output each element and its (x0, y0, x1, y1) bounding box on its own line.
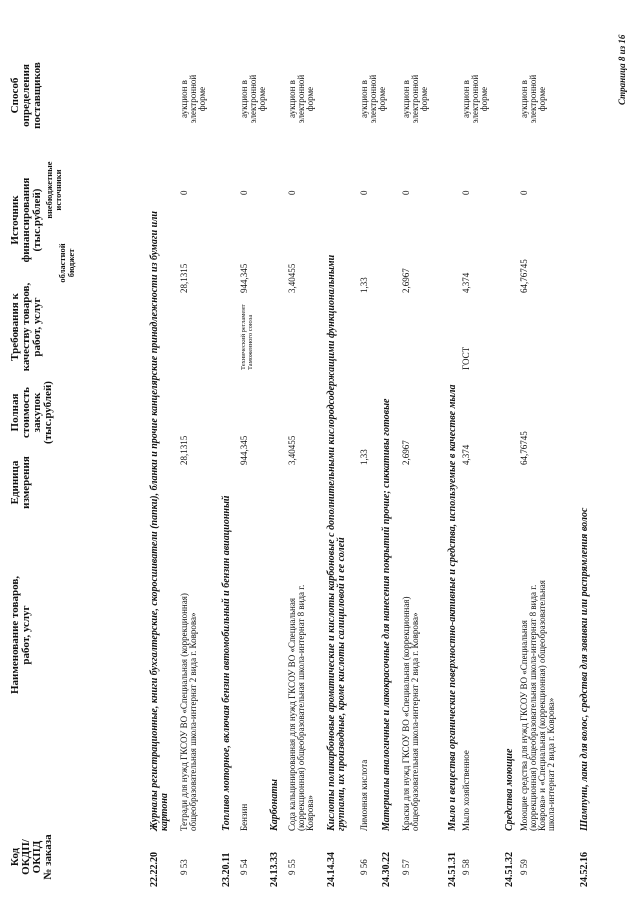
text-line: форме (419, 86, 429, 112)
text-line: аукцион в (401, 80, 411, 118)
text-line: измерения (20, 456, 32, 509)
text-line: № заказа (42, 834, 54, 880)
text-line: финансирования (20, 177, 32, 263)
item-cost: 944,345 (239, 435, 249, 465)
text-line: группами, их производные, кроме кислоты салициловой и ее солей (336, 537, 347, 831)
text-line: форме (197, 86, 207, 112)
text-line: поставщиков (31, 62, 43, 129)
text-line: аукцион в (359, 80, 369, 118)
text-line: Способ (9, 77, 21, 114)
item-method (288, 68, 315, 130)
text-line: Средства моющие (504, 748, 515, 831)
item-quality (240, 280, 254, 370)
group-title (580, 151, 590, 831)
item-regional: 944,345 (239, 263, 249, 293)
text-line: Сода кальцинированная для нужд ГКСОУ ВО «Специальная (287, 597, 297, 831)
item-number: 9 56 (359, 859, 369, 875)
item-name (520, 531, 556, 831)
item-regional: 28,1315 (179, 263, 189, 293)
item-method (240, 68, 267, 130)
text-line: Код (9, 847, 21, 867)
header-method (10, 58, 122, 133)
text-line: Лимонная кислота (359, 759, 369, 831)
item-regional: 4,374 (461, 272, 471, 293)
group-code: 24.30.22 (381, 852, 392, 887)
group-title (222, 151, 232, 831)
group-code: 24.52.16 (579, 852, 590, 887)
text-line: (коррекционная) общеобразовательная школа-интернат 8 вида г. (296, 584, 306, 831)
item-method (520, 68, 547, 130)
text-line: Краски для нужд ГКСОУ ВО «Специальная (коррекционная) (401, 596, 411, 831)
group-title (505, 151, 515, 831)
item-method (462, 68, 489, 130)
item-cost: 28,1315 (179, 435, 189, 465)
item-number: 9 54 (239, 859, 249, 875)
text-line: Бензин (239, 803, 249, 831)
item-offbudget: 0 (287, 190, 297, 195)
text-line: картона (159, 793, 170, 831)
text-line: форме (257, 86, 267, 112)
text-line: Коврова» (305, 795, 315, 831)
text-line: аукцион в (179, 80, 189, 118)
text-line: электронной (470, 74, 480, 124)
group-code: 24.13.33 (269, 852, 280, 887)
text-line: аукцион в (519, 80, 529, 118)
text-line: Полная (9, 393, 21, 432)
page-footer: Страница 8 из 16 (617, 34, 627, 105)
text-line: Журналы регистрационные, книги бухгалтерские, скоросшиватели (папки), бланки и прочие канцелярские принадлежности из бумаги или (149, 211, 160, 831)
item-name (462, 531, 471, 831)
item-cost: 2,6967 (401, 440, 411, 465)
text-line: ОКПД (31, 840, 43, 874)
text-line: аукцион в (287, 80, 297, 118)
group-title (270, 151, 280, 831)
text-line: работ, услуг (31, 297, 43, 357)
text-line: (коррекционная) общеобразовательная школа-интернат 8 вида г. (528, 584, 538, 831)
item-offbudget: 0 (359, 190, 369, 195)
text-line: качеству товаров, (20, 282, 32, 372)
text-line: Требования к (9, 293, 21, 361)
text-line: внебюджетные (44, 161, 54, 219)
text-line: Таможенного союза (247, 314, 254, 370)
group-code: 22.22.20 (149, 852, 160, 887)
item-cost: 1,33 (359, 449, 369, 465)
text-line: работ, услуг (20, 605, 32, 665)
text-line: форме (479, 86, 489, 112)
group-title (150, 151, 170, 831)
text-line: источники (53, 169, 63, 211)
text-line: ОКДП/ (20, 839, 32, 875)
group-title (327, 151, 347, 831)
header-finance-offbudget (45, 155, 63, 225)
item-offbudget: 0 (179, 190, 189, 195)
item-number: 9 55 (287, 859, 297, 875)
text-line: аукцион в (239, 80, 249, 118)
item-name (288, 531, 315, 831)
item-number: 9 57 (401, 859, 411, 875)
item-offbudget: 0 (239, 190, 249, 195)
text-line: ГОСТ (461, 346, 471, 370)
text-line: бюджет (66, 248, 76, 278)
text-line: общеобразовательная школа-интернат 2 вида г. Коврова» (410, 612, 420, 831)
text-line: областной (57, 243, 67, 283)
text-line: электронной (368, 74, 378, 124)
text-line: Моющие средства для нужд ГКСОУ ВО «Специальная (519, 620, 529, 831)
text-line: форме (537, 86, 547, 112)
text-line: форме (305, 86, 315, 112)
text-line: Топливо моторное, включая бензин автомобильный и бензин авиационный (221, 495, 232, 831)
header-name (10, 515, 122, 755)
group-title (448, 151, 458, 831)
group-code: 23.20.11 (221, 852, 232, 887)
text-line: Материалы аналогичные и лакокрасочные для нанесения покрытий прочие; сиккативы готовые (381, 398, 392, 831)
item-regional: 2,6967 (401, 268, 411, 293)
item-method (402, 68, 429, 130)
item-regional: 3,40455 (287, 263, 297, 293)
text-line: форме (377, 86, 387, 112)
item-offbudget: 0 (519, 190, 529, 195)
text-line: Шампуни, лаки для волос, средства для завивки или распрямления волос (579, 507, 590, 831)
text-line: Наименование товаров, (9, 575, 21, 695)
text-line: аукцион в (461, 80, 471, 118)
item-offbudget: 0 (461, 190, 471, 195)
text-line: Технический регламент (240, 304, 247, 370)
item-regional: 1,33 (359, 277, 369, 293)
text-line: Тетради для нужд ГКСОУ ВО «Специальная (коррекционная) (179, 593, 189, 831)
text-line: Кислоты поликарбоновые ароматические и кислоты карбоновые с дополнительными кислородсодержащими функциональными (326, 254, 337, 831)
text-line: общеобразовательная школа-интернат 2 вида г. Коврова» (188, 612, 198, 831)
group-code: 24.51.31 (447, 852, 458, 887)
text-line: закупок (31, 392, 43, 433)
header-finance-regional (58, 233, 76, 293)
text-line: (тыс.рублей) (42, 381, 54, 444)
text-line: Карбонаты (269, 779, 280, 831)
text-line: Источник (9, 195, 21, 245)
text-line: электронной (248, 74, 258, 124)
text-line: (тыс.рублей) (31, 188, 43, 252)
text-line: стоимость (20, 387, 32, 438)
text-line: электронной (410, 74, 420, 124)
item-method (180, 68, 207, 130)
item-number: 9 59 (519, 859, 529, 875)
group-code: 24.51.32 (504, 852, 515, 887)
text-line: определения (20, 64, 32, 127)
header-unit (10, 445, 122, 520)
header-cost (10, 375, 122, 450)
item-cost: 4,374 (461, 444, 471, 465)
text-line: Мыло хозяйственное (461, 750, 471, 831)
text-line: школа-интернат 2 вида г. Коврова» (546, 697, 556, 831)
item-name (240, 531, 249, 831)
item-offbudget: 0 (401, 190, 411, 195)
group-code: 24.14.34 (326, 852, 337, 887)
item-number: 9 53 (179, 859, 189, 875)
item-quality (462, 280, 471, 370)
text-line: Коврова» и «Специальная (коррекционная) общеобразовательная (537, 580, 547, 831)
header-code (10, 827, 122, 887)
text-line: электронной (528, 74, 538, 124)
item-regional: 64,76745 (519, 259, 529, 293)
item-number: 9 58 (461, 859, 471, 875)
text-line: электронной (188, 74, 198, 124)
item-cost: 3,40455 (287, 435, 297, 465)
text-line: электронной (296, 74, 306, 124)
item-cost: 64,76745 (519, 431, 529, 465)
text-line: Единица (9, 460, 21, 505)
item-name (180, 531, 198, 831)
text-line: Мыло и вещества органические поверхностно-активные и средства, используемые в качестве мыла (447, 384, 458, 831)
group-title (382, 151, 392, 831)
item-method (360, 68, 387, 130)
item-name (402, 531, 420, 831)
item-name (360, 531, 369, 831)
